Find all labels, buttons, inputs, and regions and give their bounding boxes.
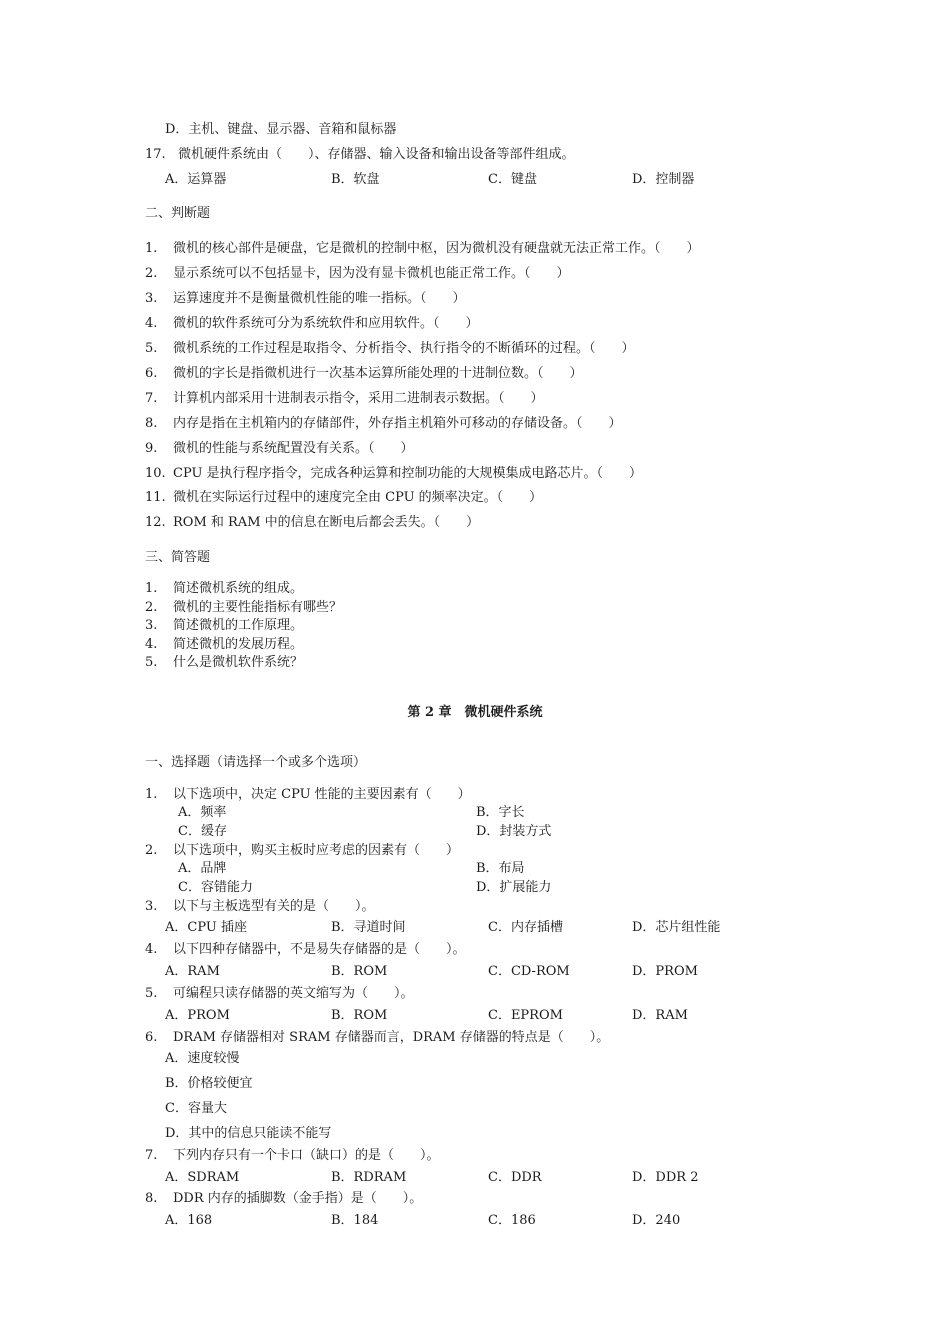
mc-q8-option-b: B．184 bbox=[331, 1213, 379, 1228]
question-text: 微机硬件系统由（ ）、存储器、输入设备和输出设备等部件组成。 bbox=[178, 147, 575, 162]
mc-question-1: 1. 以下选项中，决定 CPU 性能的主要因素有（ ） bbox=[145, 787, 471, 802]
mc-q5-option-a: A．PROM bbox=[165, 1008, 230, 1023]
mc-question-6: 6. DRAM 存储器相对 SRAM 存储器而言，DRAM 存储器的特点是（ ）。 bbox=[145, 1030, 610, 1045]
tf-item-8: 8. 内存是指在主机箱内的存储部件，外存指主机箱外可移动的存储设备。（ ） bbox=[145, 416, 622, 431]
question-17 bbox=[145, 147, 575, 163]
section-heading-multiple-choice: 一、选择题（请选择一个或多个选项） bbox=[145, 755, 367, 770]
mc-q6-option-d: D．其中的信息只能读不能写 bbox=[165, 1126, 332, 1141]
mc-q7-option-b: B．RDRAM bbox=[331, 1170, 407, 1185]
mc-q7-option-a: A．SDRAM bbox=[165, 1170, 240, 1185]
mc-q7-option-c: C．DDR bbox=[488, 1170, 542, 1185]
mc-q1-option-a: A．频率 bbox=[178, 805, 227, 820]
mc-q3-option-a: A．CPU 插座 bbox=[165, 920, 247, 935]
mc-q4-option-b: B．ROM bbox=[331, 964, 388, 979]
tf-item-10: 10. CPU 是执行程序指令，完成各种运算和控制功能的大规模集成电路芯片。（ ） bbox=[145, 466, 643, 481]
question-17-option-a: A．运算器 bbox=[165, 172, 227, 187]
section-heading-short-answer: 三、简答题 bbox=[145, 550, 211, 565]
section-heading-true-false: 二、判断题 bbox=[145, 206, 211, 221]
sa-item-4: 4. 简述微机的发展历程。 bbox=[145, 637, 304, 652]
mc-q4-option-a: A．RAM bbox=[165, 964, 220, 979]
tf-item-11: 11. 微机在实际运行过程中的速度完全由 CPU 的频率决定。（ ） bbox=[145, 490, 543, 505]
question-17-option-d: D．控制器 bbox=[632, 172, 695, 187]
mc-question-7: 7. 下列内存只有一个卡口（缺口）的是（ ）。 bbox=[145, 1148, 440, 1163]
question-17-option-c: C．键盘 bbox=[488, 172, 537, 187]
mc-q8-option-d: D．240 bbox=[632, 1213, 681, 1228]
mc-q3-option-c: C．内存插槽 bbox=[488, 920, 563, 935]
mc-q6-option-a: A．速度较慢 bbox=[165, 1051, 240, 1066]
tf-item-6: 6. 微机的字长是指微机进行一次基本运算所能处理的十进制位数。（ ） bbox=[145, 366, 583, 381]
tf-item-2: 2. 显示系统可以不包括显卡，因为没有显卡微机也能正常工作。（ ） bbox=[145, 266, 570, 281]
mc-q2-option-c: C．容错能力 bbox=[178, 880, 253, 895]
mc-q1-option-b: B．字长 bbox=[476, 805, 525, 820]
mc-question-2: 2. 以下选项中，购买主板时应考虑的因素有（ ） bbox=[145, 843, 460, 858]
tf-item-7: 7. 计算机内部采用十进制表示指令，采用二进制表示数据。（ ） bbox=[145, 391, 544, 406]
tf-item-12: 12. ROM 和 RAM 中的信息在断电后都会丢失。（ ） bbox=[145, 515, 480, 530]
tf-item-9: 9. 微机的性能与系统配置没有关系。（ ） bbox=[145, 441, 414, 456]
mc-question-3: 3. 以下与主板选型有关的是（ ）。 bbox=[145, 899, 375, 914]
mc-q1-option-d: D．封装方式 bbox=[476, 824, 552, 839]
question-number: 17. bbox=[145, 147, 166, 162]
mc-q6-option-b: B．价格较便宜 bbox=[165, 1076, 253, 1091]
tf-item-1: 1. 微机的核心部件是硬盘，它是微机的控制中枢，因为微机没有硬盘就无法正常工作。（ ） bbox=[145, 241, 700, 256]
tf-item-5: 5. 微机系统的工作过程是取指令、分析指令、执行指令的不断循环的过程。（ ） bbox=[145, 341, 635, 356]
mc-q2-option-b: B．布局 bbox=[476, 861, 525, 876]
sa-item-2: 2. 微机的主要性能指标有哪些？ bbox=[145, 600, 343, 615]
mc-q5-option-c: C．EPROM bbox=[488, 1008, 563, 1023]
sa-item-5: 5. 什么是微机软件系统？ bbox=[145, 655, 304, 670]
question-17-option-b: B．软盘 bbox=[331, 172, 380, 187]
mc-q1-option-c: C．缓存 bbox=[178, 824, 227, 839]
mc-q5-option-b: B．ROM bbox=[331, 1008, 388, 1023]
mc-question-4: 4. 以下四种存储器中，不是易失存储器的是（ ）。 bbox=[145, 942, 466, 957]
mc-q6-option-c: C．容量大 bbox=[165, 1101, 227, 1116]
mc-q5-option-d: D．RAM bbox=[632, 1008, 688, 1023]
mc-question-8: 8. DDR 内存的插脚数（金手指）是（ ）。 bbox=[145, 1191, 423, 1206]
tf-item-4: 4. 微机的软件系统可分为系统软件和应用软件。（ ） bbox=[145, 316, 479, 331]
mc-q8-option-c: C．186 bbox=[488, 1213, 536, 1228]
mc-q4-option-d: D．PROM bbox=[632, 964, 698, 979]
mc-q8-option-a: A．168 bbox=[165, 1213, 213, 1228]
mc-q7-option-d: D．DDR 2 bbox=[632, 1170, 699, 1185]
question-16-option-d: D．主机、键盘、显示器、音箱和鼠标器 bbox=[165, 122, 397, 137]
chapter-title: 第 2 章 微机硬件系统 bbox=[407, 705, 543, 720]
mc-question-5: 5. 可编程只读存储器的英文缩写为（ ）。 bbox=[145, 986, 414, 1001]
mc-q3-option-d: D．芯片组性能 bbox=[632, 920, 721, 935]
sa-item-1: 1. 简述微机系统的组成。 bbox=[145, 581, 304, 596]
mc-q4-option-c: C．CD-ROM bbox=[488, 964, 570, 979]
mc-q2-option-a: A．品牌 bbox=[178, 861, 227, 876]
tf-item-3: 3. 运算速度并不是衡量微机性能的唯一指标。（ ） bbox=[145, 291, 466, 306]
mc-q3-option-b: B．寻道时间 bbox=[331, 920, 406, 935]
mc-q2-option-d: D．扩展能力 bbox=[476, 880, 552, 895]
sa-item-3: 3. 简述微机的工作原理。 bbox=[145, 618, 304, 633]
